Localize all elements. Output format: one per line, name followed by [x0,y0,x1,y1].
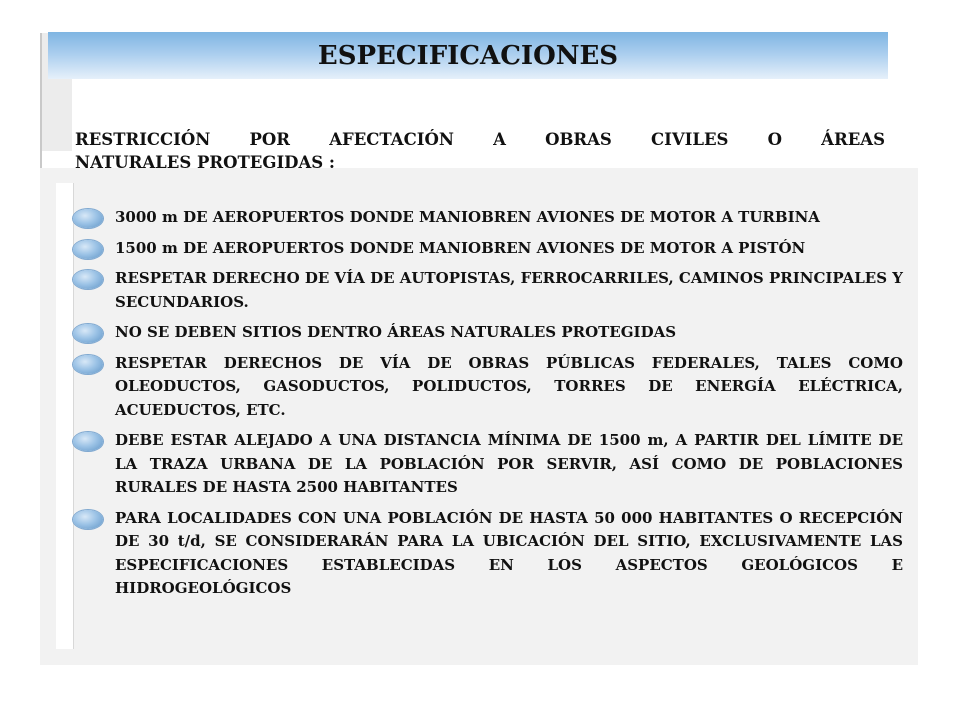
section-heading-line-2: NATURALES PROTEGIDAS : [75,153,336,172]
oval-bullet-icon [73,510,103,529]
oval-bullet-icon [73,209,103,228]
list-item [72,429,912,500]
oval-bullet-icon [73,432,103,451]
list-item-text: PARA LOCALIDADES CON UNA POBLACIÓN DE HASTA 50 000 HABITANTES O RECEPCIÓN DE 30 t/d, SE CONSIDERARÁN PARA LA UBICACIÓN DEL SITIO, EXCLUSIVAMENTE LAS ESPECIFICACIONES ESTABLECIDAS EN LOS ASPECTOS GEOLÓGICOS E HIDROGEOLÓGICOS [115,508,903,597]
oval-bullet-icon [73,240,103,259]
oval-bullet-icon [73,324,103,343]
section-heading-line-1: RESTRICCIÓN POR AFECTACIÓN A OBRAS CIVILES O ÁREAS [75,130,885,149]
list-item [72,507,912,601]
list-item-text: DEBE ESTAR ALEJADO A UNA DISTANCIA MÍNIMA DE 1500 m, A PARTIR DEL LÍMITE DE LA TRAZA URBANA DE LA POBLACIÓN POR SERVIR, ASÍ COMO DE POBLACIONES RURALES DE HASTA 2500 HABITANTES [115,431,903,496]
list-item [72,321,912,345]
list-item-text: NO SE DEBEN SITIOS DENTRO ÁREAS NATURALES PROTEGIDAS [115,323,677,341]
list-item-text: 3000 m DE AEROPUERTOS DONDE MANIOBREN AVIONES DE MOTOR A TURBINA [115,208,820,226]
list-item-text: RESPETAR DERECHOS DE VÍA DE OBRAS PÚBLICAS FEDERALES, TALES COMO OLEODUCTOS, GASODUCTOS, POLIDUCTOS, TORRES DE ENERGÍA ELÉCTRICA, ACUEDUCTOS, ETC. [115,353,903,419]
restriction-list [72,206,912,608]
list-item [72,206,912,230]
list-item [72,267,912,314]
oval-bullet-icon [73,270,103,289]
section-heading [75,128,885,174]
list-item [72,237,912,261]
title-bar [48,32,888,79]
page-title: ESPECIFICACIONES [317,40,619,71]
list-item [72,352,912,423]
oval-bullet-icon [73,355,103,374]
list-item-text: 1500 m DE AEROPUERTOS DONDE MANIOBREN AVIONES DE MOTOR A PISTÓN [115,238,806,257]
list-item-text: RESPETAR DERECHO DE VÍA DE AUTOPISTAS, FERROCARRILES, CAMINOS PRINCIPALES Y SECUNDARIOS. [115,269,903,311]
